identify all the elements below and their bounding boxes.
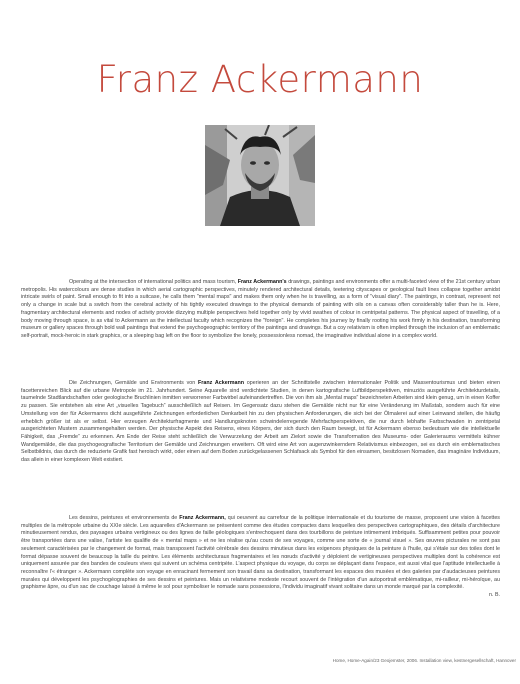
paragraph-en-text-rest: drawings, paintings and environments offer a multi-faceted view of the 21st century urban metropolis. His watercolours are dense studies in which aerial cartographic perspectives, minutely rendered architectural details, teetering cityscapes or geological fault lines collapse together amidst intricate swirls of paint. Small enough to fit into a suitcase, he calls them "mental maps" and makes them only when he is travelling, as a form of "visual diary". The paintings, in contrast, represent not only a change in scale but a switch from the cerebral activity of his tightly executed drawings to the physical demands of painting with oils on a canvas often considerably taller than he is. Here, fragmentary architectural elements and nodes of activity provide dizzying multiple perspectives held together only by vivid swathes of colour in centripetal patterns. The physical aspect of travelling, of a body moving through space, is as vital to Ackermann as the intellectual faculty which recognizes the "foreign". He completes his journey by finally rooting his work firmly in his destination, transforming museum or gallery spaces through bold wall paintings that extend the psychogeographic territory of the paintings and drawings. But a coy relativism is often implied through the inclusion of an emblematic self-portrait, mock-heroic in stark graphics, or a sleeping bag left on the floor to symbolize the lonely, possessionless nomad, the imaginative individual alone in a complex world. [21, 279, 500, 339]
artist-name-de: Franz Ackermann [198, 380, 244, 386]
paragraph-fr-text-rest: qui oeuvrent au carrefour de la politique internationale et du tourisme de masse, proposent une vision à facettes multiples de la métropole urbaine du XXIe siècle. Les aquarelles d'Ackermann se présentent comme des études compactes dans lesquelles des perspectives cartographiques, des détails d'architecture minutieusement rendus, des paysages urbains vertigineux ou des lignes de faille géologiques s'entrechoquent dans des tourbillons de peinture intimement imbriqués. Suffisamment petites pour pouvoir être transportées dans une valise, l'artiste les qualifie de « mental maps » et ne les réalise qu'au cours de ses voyages, comme une sorte de « journal visuel ». Ses œuvres picturales ne sont pas seulement caractérisées par le changement de format, mais transposent l'activité cérébrale des dessins minutieux dans les exigences physiques de la peinture à l'huile, qui s'étale sur des toiles dont le format dépasse souvent de beaucoup la taille du peintre. Les éléments architecturaux fragmentaires et les nœuds d'activité y déploient de vertigineuses perspectives multiples dont la cohérence est uniquement assurée par des bandes de couleurs vives qui suivent un schéma centripète. L'aspect physique du voyage, du corps se déplaçant dans l'espace, est aussi vital que l'aptitude intellectuelle à reconnaître l'« étranger ». Ackermann complète son voyage en enracinant fermement son travail dans sa destination, transformant les espaces des musées et des galeries par d'audacieuses peintures murales qui développent les psychogéographies de ses dessins et peintures. Mais un relativisme modeste recourt souvent de l'intégration d'un autoportrait emblématique, mi-railleur, mi-héroïque, au graphisme âpre, ou d'un sac de couchage laissé à même le sol pour symboliser le nomade sans possessions, l'individu imaginatif vivant solitaire dans un monde marqué par la complexité. [21, 515, 500, 591]
artist-name-en: Franz Ackermann's [237, 279, 287, 285]
image-caption: Home, Home-Again/23 Geojemster, 2006. Installation view, kestnergesellschaft, Hannover [332, 658, 516, 663]
paragraph-en-text-start: Operating at the intersection of international politics and mass tourism, [69, 279, 238, 285]
author-signature: n. B. [489, 592, 500, 599]
paragraph-de-text-start: Die Zeichnungen, Gemälde und Environments von [69, 380, 199, 386]
paragraph-french [21, 515, 500, 600]
portrait-image [205, 125, 315, 226]
paragraph-german [21, 380, 500, 465]
paragraph-fr-text-start: Les dessins, peintures et environnements de [69, 515, 180, 521]
paragraph-english [21, 279, 500, 341]
artist-name-fr: Franz Ackermann, [179, 515, 226, 521]
page-title: Franz Ackermann [96, 58, 424, 101]
paragraph-de-text-rest: operieren an der Schnittstelle zwischen internationaler Politik und Massentourismus und bieten einen facettenreichen Blick auf die urbane Metropole im 21. Jahrhundert. Seine Aquarelle sind verdichtete Studien, in denen kartografische Luftbildperspektiven, minuziös ausgeführte Architekturdetails, taumelnde Stadtlandschaften oder geologische Bruchlinien inmitten verworrener Farbwirbel aufeinandertreffen. Die von ihm als „Mental maps“ bezeichneten Arbeiten sind klein genug, um in einen Koffer zu passen. Sie entstehen als eine Art „visuelles Tagebuch“ ausschließlich auf Reisen. Im Gegensatz dazu stehen die Gemälde nicht nur für eine Veränderung im Maßstab, sondern auch für eine Umstellung von der für Ackermanns dicht ausgeführte Zeichnungen erforderlichen Denkarbeit hin zu den physischen Anforderungen, die sich bei der Ölmalerei auf einer Leinwand stellen, die häufig erheblich größer ist als er selbst. Hier erzeugen Architekturfragmente und Handlungsknoten schwindelerregende Mehrfachperspektiven, die nur durch lebhafte Farbschwaden in zentripetal ausgerichteten Mustern zusammengehalten werden. Der physische Aspekt des Reisens, eines Körpers, der sich durch den Raum bewegt, ist für Ackermann ebenso bedeutsam wie die intellektuelle Fähigkeit, das „Fremde“ zu erkennen. Am Ende der Reise steht schließlich die Verwurzelung der Arbeit am Zielort sowie die Transformation des Museums- oder Galerieraums vermittels kühner Wandgemälde, die das psychogeografische Territorium der Gemälde und Zeichnungen erweitern. Oft wird eine Art von augenzwinkerndem Relativismus einbezogen, sei es durch ein emblematisches Selbstbildnis, das durch die reduzierte Grafik fast heroisch wirkt, oder einen auf dem Boden zurückgelassenen Schlafsack als Symbol für den einsamen, besitzlosen Nomaden, das imaginäre Individuum, das allein in einer komplexen Welt existiert. [21, 380, 500, 464]
artist-portrait [205, 125, 315, 226]
